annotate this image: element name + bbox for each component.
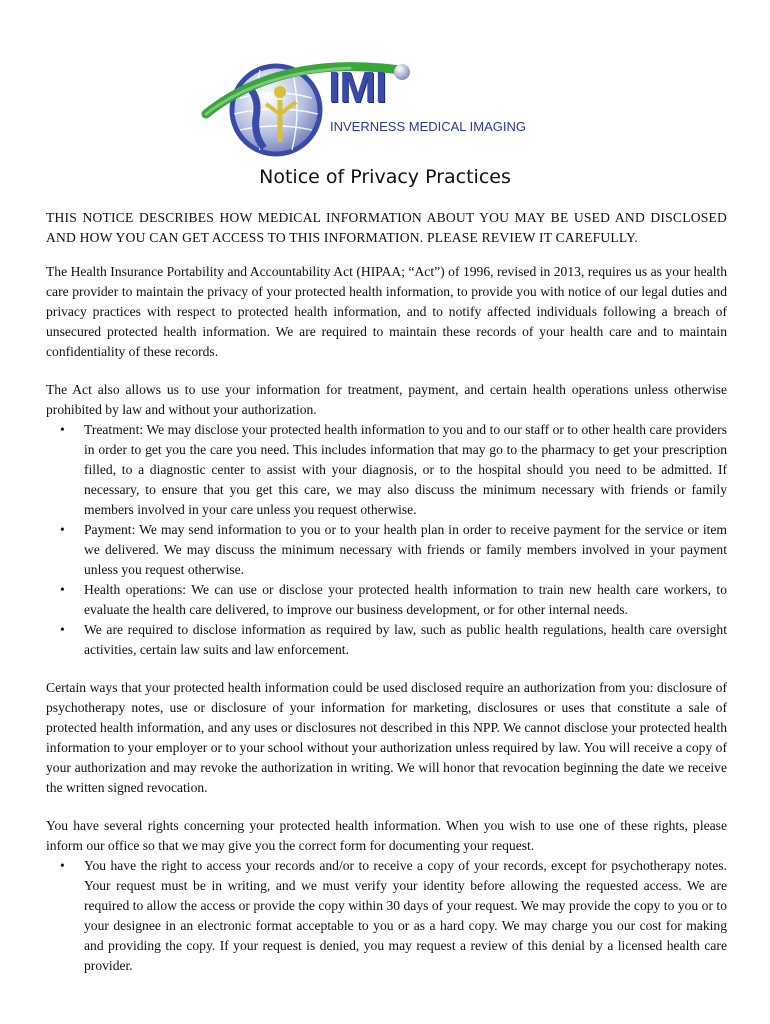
list-item: • You have the right to access your records and/or to receive a copy of your records, except for psychotherapy notes. Your request must be in writing, and we must verify your identity before allowing the requested access. We are required to allow the access or provide the copy within 30 days of your request. We may provide the copy to you or to your designee in an electronic format acceptable to you or as a hard copy. We may charge you our cost for making and providing the copy. If your request is denied, you may request a review of this denial by a licensed health care provider. bbox=[60, 858, 727, 973]
document-body bbox=[46, 208, 727, 976]
list-item: • Payment: We may send information to you or to your health plan in order to receive payment for the service or item we delivered. We may discuss the minimum necessary with friends or family members involved in your payment unless you request otherwise. bbox=[60, 522, 727, 577]
list-item: • Health operations: We can use or disclose your protected health information to train new health care workers, to evaluate the health care delivered, to improve our business development, or for other internal needs. bbox=[60, 582, 727, 617]
list-item-text: Health operations: We can use or disclose your protected health information to train new health care workers, to evaluate the health care delivered, to improve our business development, or for other internal needs. bbox=[84, 582, 727, 617]
uses-paragraph: The Act also allows us to use your information for treatment, payment, and certain health operations unless otherwise prohibited by law and without your authorization. bbox=[46, 382, 727, 417]
company-logo bbox=[200, 58, 530, 168]
authorization-paragraph: Certain ways that your protected health information could be used disclosed require an authorization from you: disclosure of psychotherapy notes, use or disclosure of your information for marketing, disclosures or uses that constitute a sale of protected health information, and any uses or disclosures not described in this NPP. We cannot disclose your protected health information to your employer or to your school without your authorization unless required by law. You will receive a copy of your authorization and may revoke the authorization in writing. We will honor that revocation beginning the date we receive the written signed revocation. bbox=[46, 680, 727, 795]
hipaa-paragraph: The Health Insurance Portability and Accountability Act (HIPAA; “Act”) of 1996, revised in 2013, requires us as your health care provider to maintain the privacy of your protected health information, to provide you with notice of our legal duties and privacy practices with respect to protected health information, and to notify affected individuals following a breach of unsecured protected health information. We are required to maintain these records of your health care and to maintain confidentiality of these records. bbox=[46, 264, 727, 359]
notice-paragraph: THIS NOTICE DESCRIBES HOW MEDICAL INFORMATION ABOUT YOU MAY BE USED AND DISCLOSED AND HOW YOU CAN GET ACCESS TO THIS INFORMATION. PLEASE REVIEW IT CAREFULLY. bbox=[46, 210, 727, 245]
logo-wordmark: IMI bbox=[328, 63, 387, 112]
uses-list bbox=[46, 420, 727, 660]
logo-subtitle: INVERNESS MEDICAL IMAGING bbox=[330, 119, 526, 134]
rights-list bbox=[46, 856, 727, 976]
list-item: • Treatment: We may disclose your protected health information to you and to our staff or to other health care providers in order to get you the care you need. This includes information that may go to the pharmacy to get your prescription filled, to a diagnostic center to assist with your diagnosis, or to the hospital should you need to be admitted. If necessary, to ensure that you get this care, we may also discuss the minimum necessary with friends or family members involved in your care unless you request otherwise. bbox=[60, 422, 727, 517]
list-item-text: Payment: We may send information to you or to your health plan in order to receive payment for the service or item we delivered. We may discuss the minimum necessary with friends or family members involved in your payment unless you request otherwise. bbox=[84, 522, 727, 577]
page-title: Notice of Privacy Practices bbox=[259, 166, 511, 188]
list-item-text: You have the right to access your records and/or to receive a copy of your records, except for psychotherapy notes. Your request must be in writing, and we must verify your identity before allowing the requested access. We are required to allow the access or provide the copy within 30 days of your request. We may provide the copy to you or to your designee in an electronic format acceptable to you or as a hard copy. We may charge you our cost for making and providing the copy. If your request is denied, you may request a review of this denial by a licensed health care provider. bbox=[84, 858, 727, 973]
list-item-text: We are required to disclose information as required by law, such as public health regulations, health care oversight activities, certain law suits and law enforcement. bbox=[84, 622, 727, 657]
list-item: • We are required to disclose information as required by law, such as public health regulations, health care oversight activities, certain law suits and law enforcement. bbox=[60, 622, 727, 657]
list-item-text: Treatment: We may disclose your protected health information to you and to our staff or to other health care providers in order to get you the care you need. This includes information that may go to the pharmacy to get your prescription filled, to a diagnostic center to assist with your diagnosis, or to the hospital should you need to be admitted. If necessary, to ensure that you get this care, we may also discuss the minimum necessary with friends or family members involved in your care unless you request otherwise. bbox=[84, 422, 727, 517]
rights-paragraph: You have several rights concerning your protected health information. When you wish to use one of these rights, please inform our office so that we may give you the correct form for documenting your request. bbox=[46, 818, 727, 853]
